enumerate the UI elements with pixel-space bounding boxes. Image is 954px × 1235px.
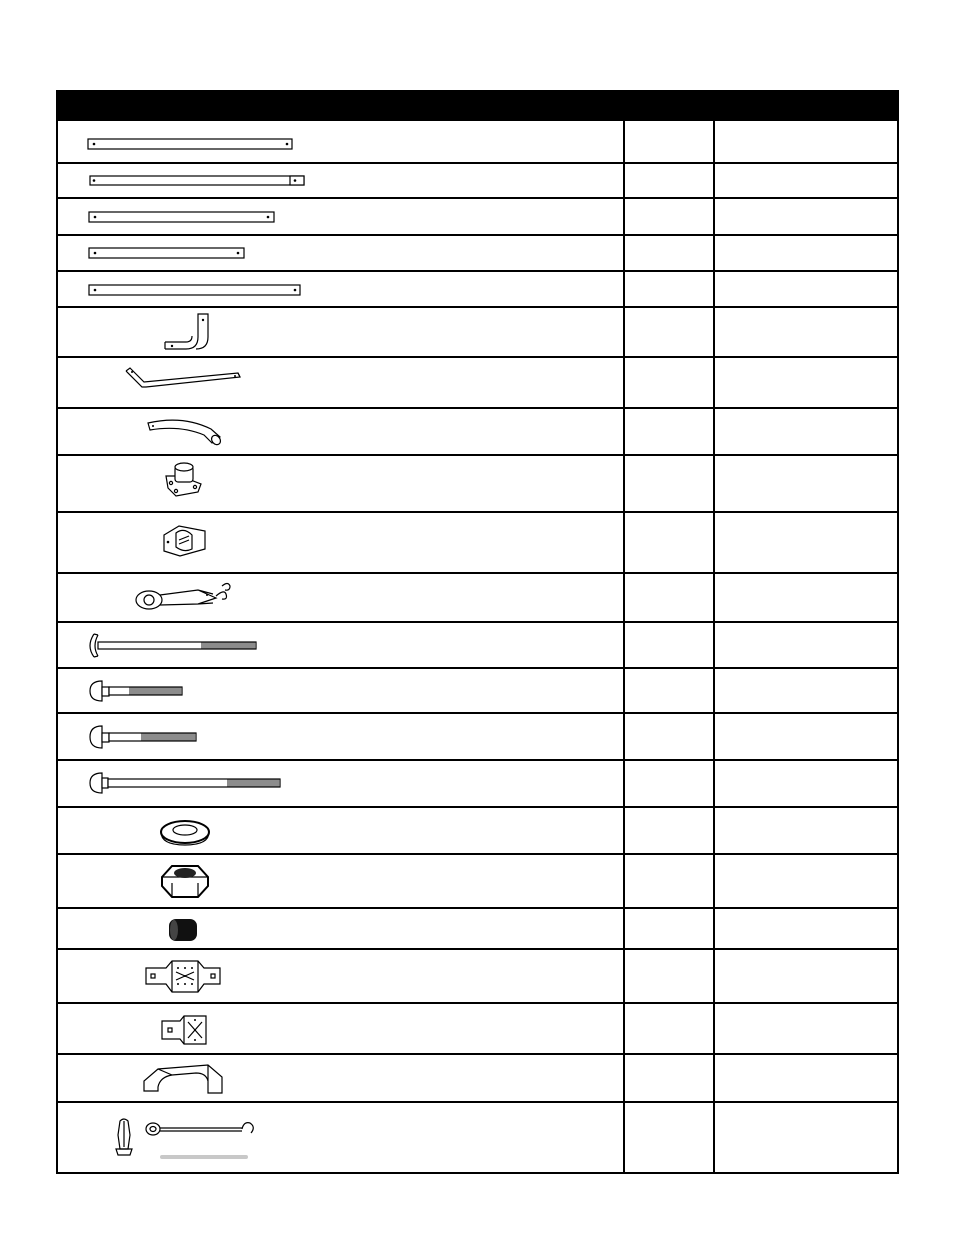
extra-long-bolt-icon [58,761,618,808]
part-number-cell [713,950,897,1002]
table-row [58,1004,897,1055]
flat-bar-icon [58,272,618,308]
part-picture [58,574,623,621]
quantity-cell [623,909,713,948]
quantity-cell [623,308,713,356]
part-picture [58,409,623,454]
quantity-cell [623,358,713,407]
cross-bracket-icon [58,950,618,1004]
quantity-cell [623,623,713,667]
table-row [58,121,897,164]
parts-list-table [56,90,899,1174]
part-number-cell [713,236,897,270]
table-row [58,308,897,358]
table-row [58,358,897,409]
table-row [58,714,897,761]
part-picture [58,358,623,407]
flat-bar-icon [58,121,618,164]
part-picture [58,164,623,197]
cover-cap-icon [58,1055,618,1103]
quantity-cell [623,1055,713,1101]
t-bracket-icon [58,1004,618,1055]
long-carriage-bolt-icon [58,623,618,669]
medium-carriage-bolt-icon [58,714,618,761]
part-number-cell [713,574,897,621]
quantity-cell [623,1004,713,1053]
part-picture [58,669,623,712]
part-number-cell [713,308,897,356]
part-number-cell [713,164,897,197]
table-row [58,272,897,308]
part-picture [58,236,623,270]
washer-icon [58,808,618,855]
part-number-cell [713,623,897,667]
table-row [58,669,897,714]
part-number-cell [713,513,897,572]
quantity-cell [623,808,713,853]
quantity-cell [623,236,713,270]
quantity-cell [623,199,713,234]
table-row [58,199,897,236]
part-number-cell [713,761,897,806]
flat-bar-medium-icon [58,199,618,236]
quantity-cell [623,669,713,712]
table-row [58,513,897,574]
quantity-cell [623,761,713,806]
quantity-cell [623,409,713,454]
part-number-cell [713,808,897,853]
part-picture [58,272,623,306]
part-picture [58,1103,623,1174]
table-row [58,1055,897,1103]
part-picture [58,909,623,948]
part-picture [58,1055,623,1101]
short-carriage-bolt-icon [58,669,618,714]
part-number-cell [713,121,897,162]
quantity-cell [623,714,713,759]
quantity-cell [623,456,713,511]
bent-tube-icon [58,308,618,358]
part-number-cell [713,855,897,907]
part-number-cell [713,714,897,759]
swing-hanger-icon [58,513,618,574]
part-picture [58,761,623,806]
part-picture [58,513,623,572]
table-row [58,236,897,272]
header-part [58,92,623,121]
hex-nut-icon [58,855,618,909]
quantity-cell [623,855,713,907]
part-number-cell [713,1004,897,1053]
curved-tube-icon [58,409,618,456]
part-number-cell [713,358,897,407]
swing-hook-bracket-icon [58,574,618,623]
table-row [58,1103,897,1174]
part-number-cell [713,409,897,454]
long-bent-tube-icon [58,358,618,409]
table-row [58,950,897,1004]
part-picture [58,714,623,759]
table-row [58,808,897,855]
part-number-cell [713,1103,897,1174]
table-row [58,623,897,669]
quantity-cell [623,121,713,162]
table-row [58,574,897,623]
table-header [58,92,897,121]
part-picture [58,623,623,667]
table-row [58,456,897,513]
part-picture [58,855,623,907]
part-picture [58,808,623,853]
part-picture [58,199,623,234]
quantity-cell [623,950,713,1002]
part-number-cell [713,909,897,948]
end-cap-icon [58,909,618,950]
part-picture [58,121,623,162]
anchor-stake-icon [58,1103,618,1174]
header-part-no [713,92,897,121]
flat-bar-long-icon [58,164,618,199]
table-row [58,164,897,199]
quantity-cell [623,272,713,306]
quantity-cell [623,574,713,621]
table-row [58,409,897,456]
part-number-cell [713,1055,897,1101]
table-row [58,855,897,909]
part-picture [58,456,623,511]
part-picture [58,308,623,356]
table-row [58,761,897,808]
quantity-cell [623,1103,713,1174]
header-quantity [623,92,713,121]
quantity-cell [623,513,713,572]
part-picture [58,1004,623,1053]
quantity-cell [623,164,713,197]
part-number-cell [713,456,897,511]
part-number-cell [713,199,897,234]
part-number-cell [713,272,897,306]
part-number-cell [713,669,897,712]
tube-flange-bracket-icon [58,456,618,513]
flat-bar-short-icon [58,236,618,272]
part-picture [58,950,623,1002]
table-row [58,909,897,950]
